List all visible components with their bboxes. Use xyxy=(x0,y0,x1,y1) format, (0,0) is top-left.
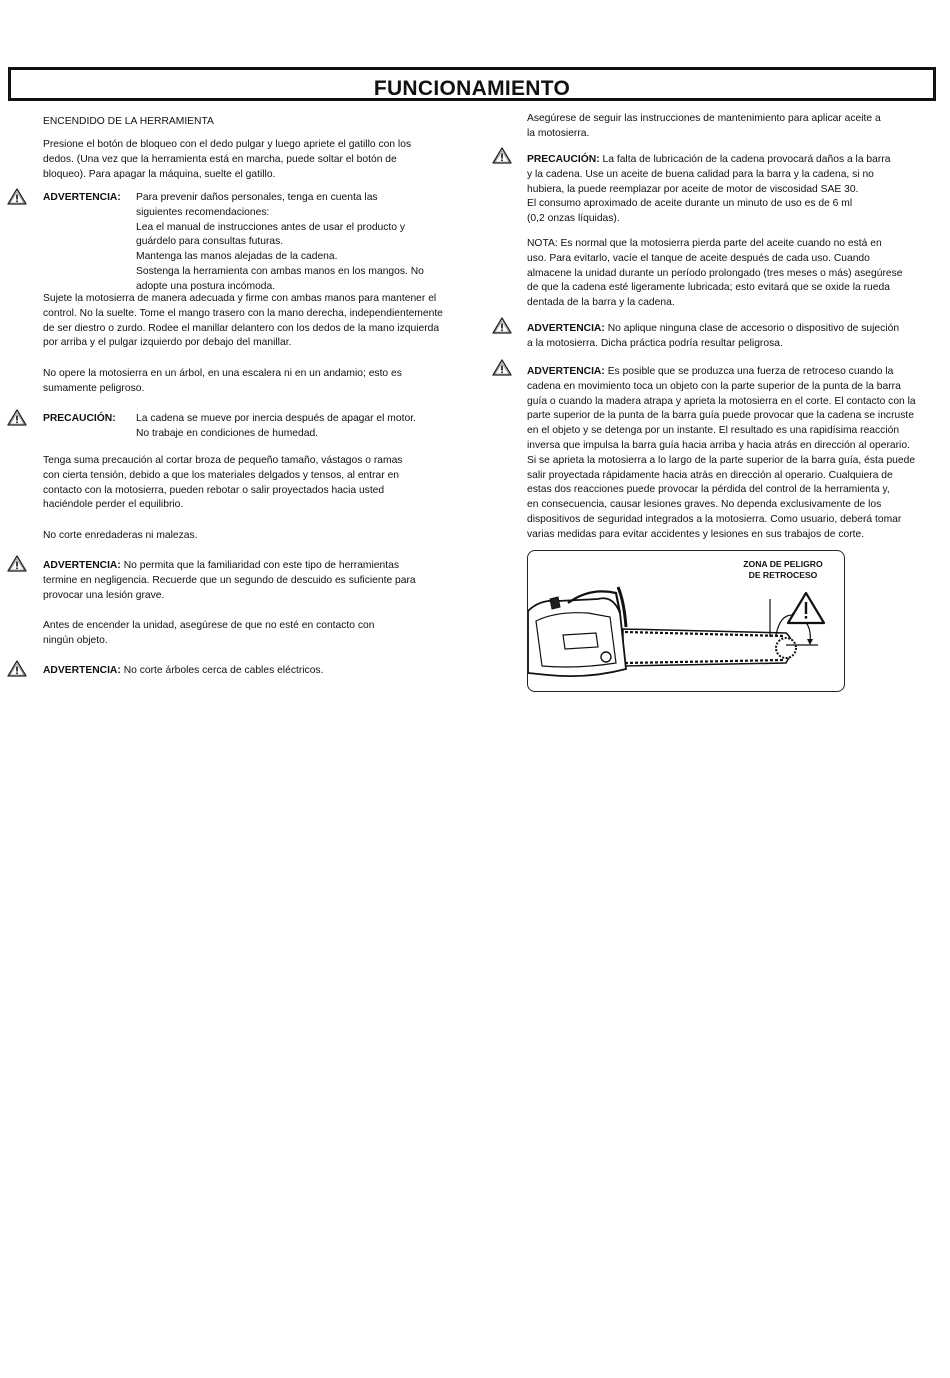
page-title: FUNCIONAMIENTO xyxy=(373,77,571,100)
paragraph-contact: Antes de encender la unidad, asegúrese de que no esté en contacto con ningún objeto. xyxy=(43,620,375,646)
warning-text: Es posible que se produzca una fuerza de retroceso cuando la cadena en movimiento toca un objeto con la parte superior de la punta de la barra guía o cuando la madera atrapa y aprieta la motosierra en el corte. El contacto con la parte superior de la punta de la barra guía puede provocar que la cadena se incruste en el objeto y se detenga por un instante. El resultado es una rapidísima reacción inversa que impulsa la barra guía hacia arriba y hacia atrás en dirección al operario. Si se aprieta la motosierra a lo largo de la parte superior de la barra guía, ésta puede salir proyectada rápidamente hacia atrás en dirección al operario. Cualquiera de estas dos reacciones puede provocar la pérdida del control de la herramienta y, en consecuencia, causar lesiones graves. No dependa exclusivamente de los dispositivos de seguridad integrados a la motosierra. Como usuario, deberá tomar varias medidas para evitar accidentes y lesiones en sus trabajos de corte. xyxy=(527,366,916,540)
caution-paragraph xyxy=(527,153,942,227)
warning-text: Para prevenir daños personales, tenga en cuenta las siguientes recomendaciones: Lea el manual de instrucciones antes de usar el producto y guárdelo para consultas futuras. Mantenga las manos alejadas de la cadena. Sostenga la herramienta con ambas manos en los mangos. No adopte una postura incómoda. xyxy=(136,192,424,292)
kickback-figure xyxy=(527,550,845,692)
paragraph-grip: Sujete la motosierra de manera adecuada y firme con ambas manos para mantener el control. No la suelte. Tome el mango trasero con la mano derecha, independientemente de ser diestro o zurdo. Rodee el manillar delantero con los dedos de la mano izquierda por arriba y el pulgar izquierdo por debajo del manillar. xyxy=(43,293,443,349)
caution-label: PRECAUCIÓN: xyxy=(43,413,116,424)
paragraph-note: NOTA: Es normal que la motosierra pierda parte del aceite cuando no está en uso. Para evitarlo, vacíe el tanque de aceite después de cada uso. Cuando almacene la unidad durante un período prolongado (tres meses o más) asegúrese de que la cadena esté ligeramente lubricada; esto evitará que se oxide la rueda dentada de la barra y la cadena. xyxy=(527,238,903,309)
paragraph-brush: Tenga suma precaución al cortar broza de pequeño tamaño, vástagos o ramas con cierta tensión, debido a que los materiales delgados y tensos, al entrar en contacto con la motosierra, pueden rebotar o salir proyectados hacia usted haciéndole perder el equilibrio. xyxy=(43,455,403,511)
caution-text: La falta de lubricación de la cadena provocará daños a la barra y la cadena. Use un aceite de buena calidad para la barra y la cadena, si no hubiera, la puede reemplazar por aceite de motor de viscosidad SAE 30. El consumo aproximado de aceite durante un minuto de uso es de 6 ml (0,2 onzas líquidas). xyxy=(527,154,891,225)
warning-label: ADVERTENCIA: xyxy=(43,560,121,571)
caution-text: La cadena se mueve por inercia después de apagar el motor. No trabaje en condiciones de humedad. xyxy=(136,413,416,439)
warning-text: No aplique ninguna clase de accesorio o dispositivo de sujeción a la motosierra. Dicha práctica podría resultar peligrosa. xyxy=(527,323,900,349)
warning-triangle-icon xyxy=(492,359,512,376)
warning-paragraph xyxy=(527,322,942,352)
warning-triangle-icon xyxy=(492,147,512,164)
page-header xyxy=(8,67,936,101)
section-heading: ENCENDIDO DE LA HERRAMIENTA xyxy=(43,116,214,127)
warning-triangle-icon xyxy=(7,188,27,205)
warning-triangle-icon xyxy=(492,317,512,334)
warning-paragraph xyxy=(43,664,323,679)
warning-triangle-icon xyxy=(7,409,27,426)
warning-triangle-icon xyxy=(7,555,27,572)
warning-label: ADVERTENCIA: xyxy=(527,366,605,377)
warning-text: No corte árboles cerca de cables eléctricos. xyxy=(123,665,324,676)
paragraph-vines: No corte enredaderas ni malezas. xyxy=(43,530,198,541)
warning-triangle-icon xyxy=(7,660,27,677)
paragraph-start: Presione el botón de bloqueo con el dedo pulgar y luego apriete el gatillo con los dedos. (Una vez que la herramienta está en marcha, puede soltar el botón de bloqueo). Para apagar la máquina, suelte el gatillo. xyxy=(43,139,412,180)
kickback-zone-label: ZONA DE PELIGRO DE RETROCESO xyxy=(743,559,823,580)
paragraph-tree: No opere la motosierra en un árbol, en una escalera ni en un andamio; esto es sumamente peligroso. xyxy=(43,368,402,394)
warning-paragraph xyxy=(43,559,463,603)
caution-label: PRECAUCIÓN: xyxy=(527,154,600,165)
paragraph-oil: Asegúrese de seguir las instrucciones de mantenimiento para aplicar aceite a la motosierra. xyxy=(527,113,881,139)
warning-label: ADVERTENCIA: xyxy=(527,323,605,334)
warning-paragraph xyxy=(527,365,942,543)
warning-text: No permita que la familiaridad con este tipo de herramientas termine en negligencia. Recuerde que un segundo de descuido es suficiente para provocar una lesión grave. xyxy=(43,560,416,601)
warning-label: ADVERTENCIA: xyxy=(43,192,121,203)
warning-label: ADVERTENCIA: xyxy=(43,665,121,676)
